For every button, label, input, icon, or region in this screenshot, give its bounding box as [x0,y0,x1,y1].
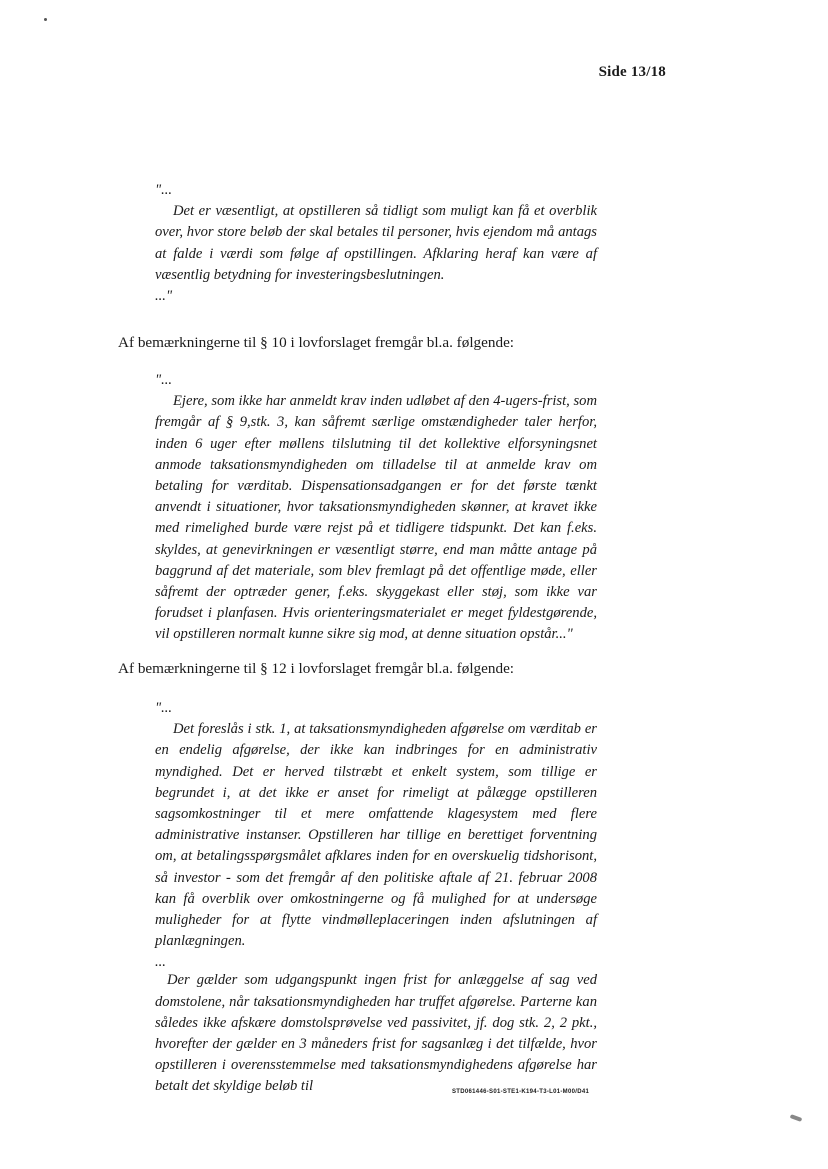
quote-paragraph-2: Der gælder som udgangspunkt ingen frist for anlæggelse af sag ved domstolene, når taksationsmyndigheden har truffet afgørelse. Parterne kan således ikke afskære domstolsprøvelse ved passivitet, jf. dog stk. 2, 2 pkt., hvorefter der gælder en 3 måneders frist for sagsanlæg i det tilfælde, hvor opstilleren i overensstemmelse med taksationsmyndighedens afgørelse har betalt det skyldige beløb til [155,972,597,1095]
quote-paragraph: Det er væsentligt, at opstilleren så tidligt som muligt kan få et overblik over, hvor store beløb der skal betales til personer, hvis ejendom må antags at falde i værdi som følge af opstillingen. Afklaring heraf kan være af væsentlig betydning for investeringsbeslutningen. [155,203,597,283]
scan-artifact [790,1114,803,1122]
page-number: Side 13/18 [598,64,666,80]
quote-block-2 [155,370,597,646]
quote-paragraph: Ejere, som ikke har anmeldt krav inden udløbet af den 4-ugers-frist, som fremgår af § 9,stk. 3, kan såfremt særlige omstændigheder taler herfor, inden 6 uger efter møllens tilslutning til det kollektive elforsyningsnet anmode taksationsmyndigheden om tilladelse til at anmelde krav om betaling for værditab. Dispensationsadgangen er for det første tænkt anvendt i situationer, hvor taksationsmyndigheden skønner, at kravet ikke med rimelighed burde være rejst på et tidligere tidspunkt. Det kan f.eks. skyldes, at genevirkningen er væsentligt større, end man måtte antage på baggrund af det materiale, som blev fremlagt på det offentlige møde, eller såfremt der optræder gener, f.eks. skyggekast eller støj, som ikke var forudset i planfasen. Hvis orienteringsmaterialet er meget fyldestgørende, vil opstilleren normalt kunne sikre sig mod, at denne situation opstår..." [155,393,597,643]
quote-open-mark: "... [155,372,173,388]
intro-paragraph-section-10: Af bemærkningerne til § 10 i lovforslaget fremgår bl.a. følgende: [118,334,515,351]
quote-close-mark: ..." [155,288,173,305]
document-code: STD061446-S01-STE1-K194-T3-L01-M00/D41 [452,1089,590,1095]
quote-open-mark: "... [155,700,173,716]
quote-ellipsis: ... [155,954,166,971]
quote-paragraph-1: Det foreslås i stk. 1, at taksationsmyndigheden afgørelse om værditab er en endelig afgørelse, der ikke kan indbringes for en administrativ myndighed. Det er herved tilstræbt et enkelt system, som tillige er begrundet i, at det ikke er anset for rimeligt at pålægge opstilleren sagsomkostninger til et mere omfattende klagesystem med flere administrative instanser. Opstilleren har tillige en berettiget forventning om, at betalingsspørgsmålet afklares inden for en overskuelig tidshorisont, så investor - som det fremgår af den politiske aftale af 21. februar 2008 kan få overblik over omkostningerne og få mulighed for at undersøge muligheder for at flytte vindmølleplaceringen inden afslutningen af planlægningen. [155,721,597,950]
quote-block-3 [155,698,597,1098]
quote-block-1 [155,180,597,307]
quote-open-mark: "... [155,182,173,198]
scan-speck [44,18,47,21]
intro-paragraph-section-12: Af bemærkningerne til § 12 i lovforslaget fremgår bl.a. følgende: [118,660,515,677]
